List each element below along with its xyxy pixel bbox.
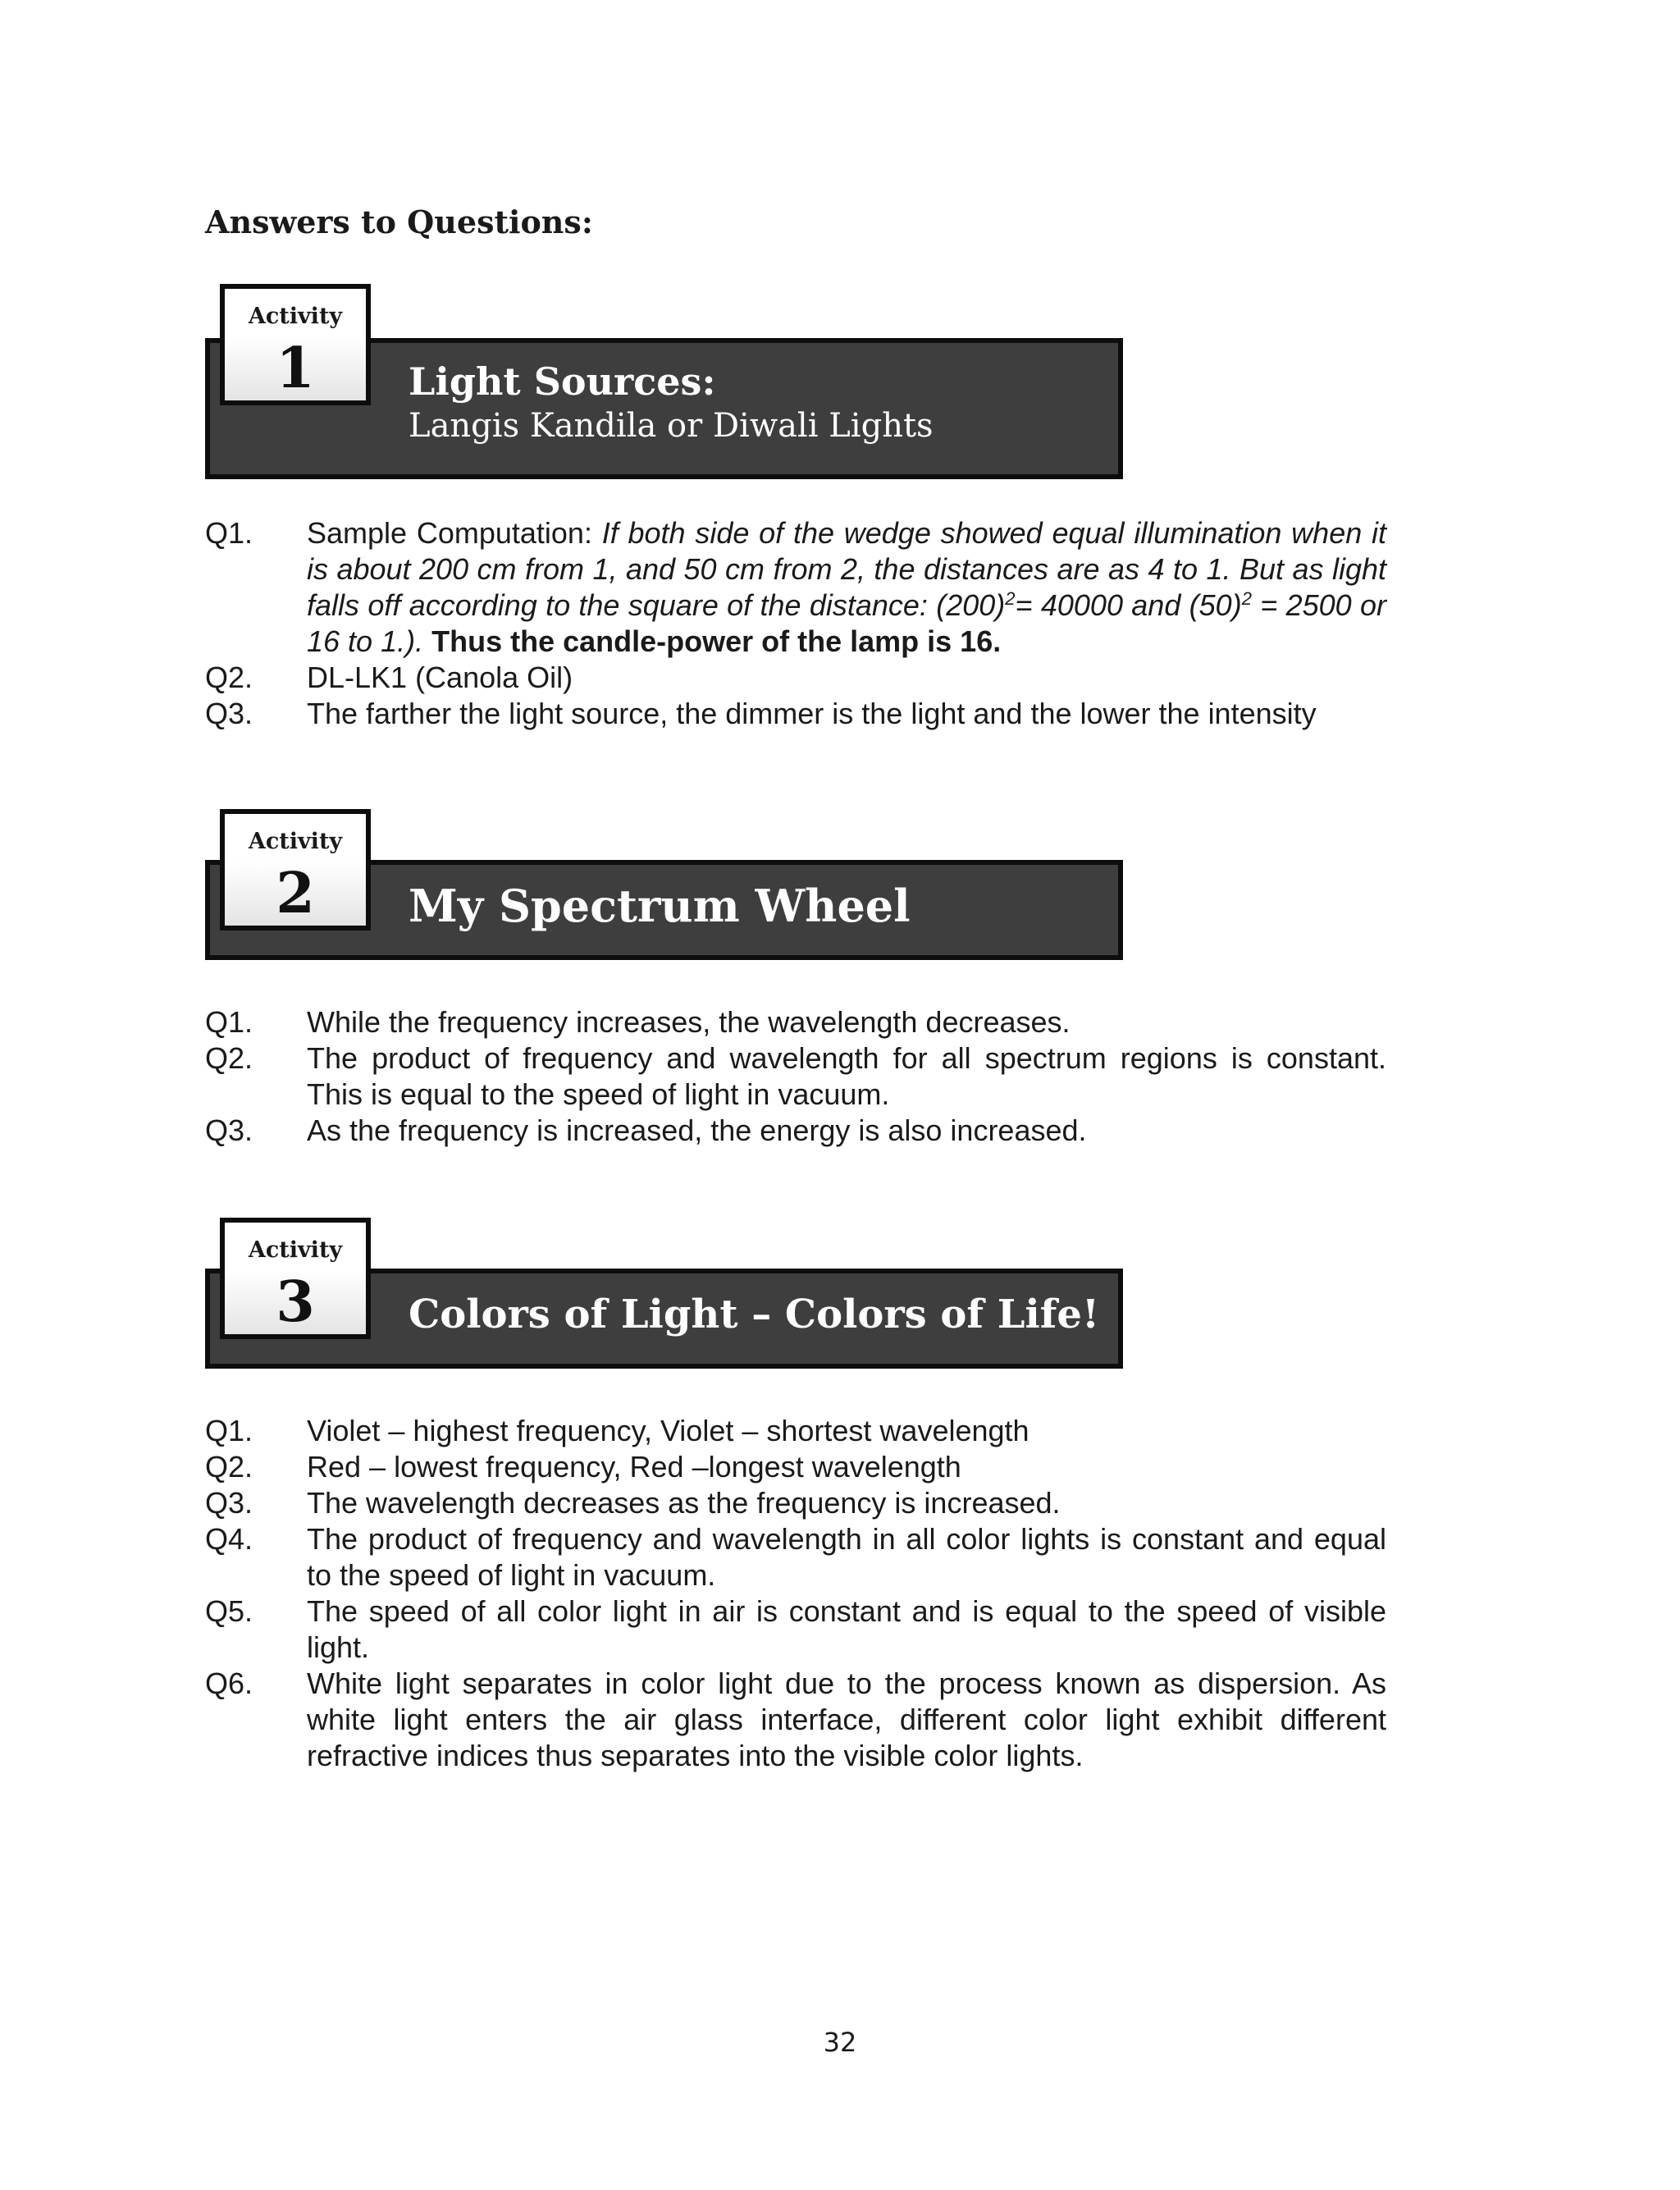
answer-item bbox=[205, 515, 1386, 660]
activity-tab bbox=[220, 809, 371, 930]
answer-text: DL-LK1 (Canola Oil) bbox=[307, 661, 573, 694]
activity-title bbox=[409, 359, 934, 445]
answer-text: Red – lowest frequency, Red –longest wavelength bbox=[307, 1450, 961, 1484]
answer-text: White light separates in color light due to the process known as dispersion. As white light enters the air glass interface, different color light exhibit different refractive indices thus separates into the visible color lights. bbox=[307, 1667, 1386, 1772]
activity-subtitle: Langis Kandila or Diwali Lights bbox=[409, 407, 934, 445]
page-number: 32 bbox=[823, 2027, 857, 2058]
question-number: Q2. bbox=[205, 661, 253, 694]
answer-item bbox=[205, 1593, 1386, 1666]
answer-item bbox=[205, 660, 1386, 696]
answer-text: The speed of all color light in air is constant and is equal to the speed of visible light. bbox=[307, 1594, 1386, 1664]
activity-title bbox=[409, 880, 911, 932]
question-number: Q2. bbox=[205, 1041, 253, 1075]
activity-label: Activity bbox=[248, 829, 343, 854]
activity-number: 2 bbox=[225, 862, 366, 926]
answer-item bbox=[205, 1521, 1386, 1593]
answer-text: While the frequency increases, the wavelength decreases. bbox=[307, 1005, 1071, 1039]
activity-number: 1 bbox=[225, 336, 366, 400]
answer-computation: If both side of the wedge showed equal illumination when it is about 200 cm from 1, and 50 cm from 2, the distances are as 4 to 1. But as light falls off according to the square of the distance: (200) bbox=[307, 516, 1387, 622]
answer-text: The product of frequency and wavelength in all color lights is constant and equal to the speed of light in vacuum. bbox=[307, 1522, 1386, 1592]
activity-title bbox=[409, 1292, 1099, 1337]
answer-computation: = 40000 and (50) bbox=[1015, 588, 1242, 622]
answer-item bbox=[205, 696, 1386, 732]
answer-computation: = 2500 or 16 to 1.). bbox=[307, 588, 1386, 658]
answer-conclusion: Thus the candle-power of the lamp is 16. bbox=[423, 624, 1002, 658]
activity-2-header bbox=[205, 809, 1128, 965]
answer-item bbox=[205, 1485, 1386, 1521]
question-number: Q4. bbox=[205, 1522, 253, 1556]
activity-label: Activity bbox=[248, 304, 343, 329]
answer-item bbox=[205, 1413, 1386, 1449]
answer-text: The product of frequency and wavelength for all spectrum regions is constant. This is equal to the speed of light in vacuum. bbox=[307, 1041, 1386, 1111]
question-number: Q3. bbox=[205, 1486, 253, 1520]
answer-item bbox=[205, 1666, 1386, 1774]
question-number: Q6. bbox=[205, 1667, 253, 1700]
answer-text: As the frequency is increased, the energy is also increased. bbox=[307, 1113, 1087, 1147]
activity-2-answers bbox=[205, 1004, 1386, 1149]
answer-item bbox=[205, 1040, 1386, 1113]
question-number: Q3. bbox=[205, 697, 253, 730]
activity-title-main: Colors of Light – Colors of Life! bbox=[409, 1292, 1100, 1337]
activity-tab bbox=[220, 284, 371, 405]
activity-tab bbox=[220, 1218, 371, 1339]
question-number: Q5. bbox=[205, 1594, 253, 1628]
activity-title-main: My Spectrum Wheel bbox=[409, 880, 911, 932]
activity-1-header bbox=[205, 284, 1128, 479]
answer-text bbox=[307, 515, 1386, 660]
activity-3-header bbox=[205, 1218, 1128, 1374]
activity-number: 3 bbox=[225, 1270, 366, 1334]
superscript: 2 bbox=[1005, 588, 1016, 609]
question-number: Q1. bbox=[205, 1005, 253, 1039]
answer-item bbox=[205, 1449, 1386, 1485]
question-number: Q3. bbox=[205, 1113, 253, 1147]
answer-text: The farther the light source, the dimmer is the light and the lower the intensity bbox=[307, 697, 1317, 730]
answer-item bbox=[205, 1113, 1386, 1149]
activity-3-answers bbox=[205, 1413, 1386, 1774]
answer-item bbox=[205, 1004, 1386, 1040]
activity-title-main: Light Sources: bbox=[409, 359, 716, 404]
superscript: 2 bbox=[1241, 588, 1252, 609]
question-number: Q1. bbox=[205, 516, 253, 550]
question-number: Q1. bbox=[205, 1414, 253, 1447]
answer-lead: Sample Computation: bbox=[307, 516, 602, 550]
answer-text: Violet – highest frequency, Violet – shortest wavelength bbox=[307, 1414, 1029, 1447]
page-heading: Answers to Questions: bbox=[205, 203, 593, 240]
activity-1-answers bbox=[205, 515, 1386, 732]
activity-label: Activity bbox=[248, 1237, 343, 1263]
question-number: Q2. bbox=[205, 1450, 253, 1484]
answer-text: The wavelength decreases as the frequency is increased. bbox=[307, 1486, 1061, 1520]
